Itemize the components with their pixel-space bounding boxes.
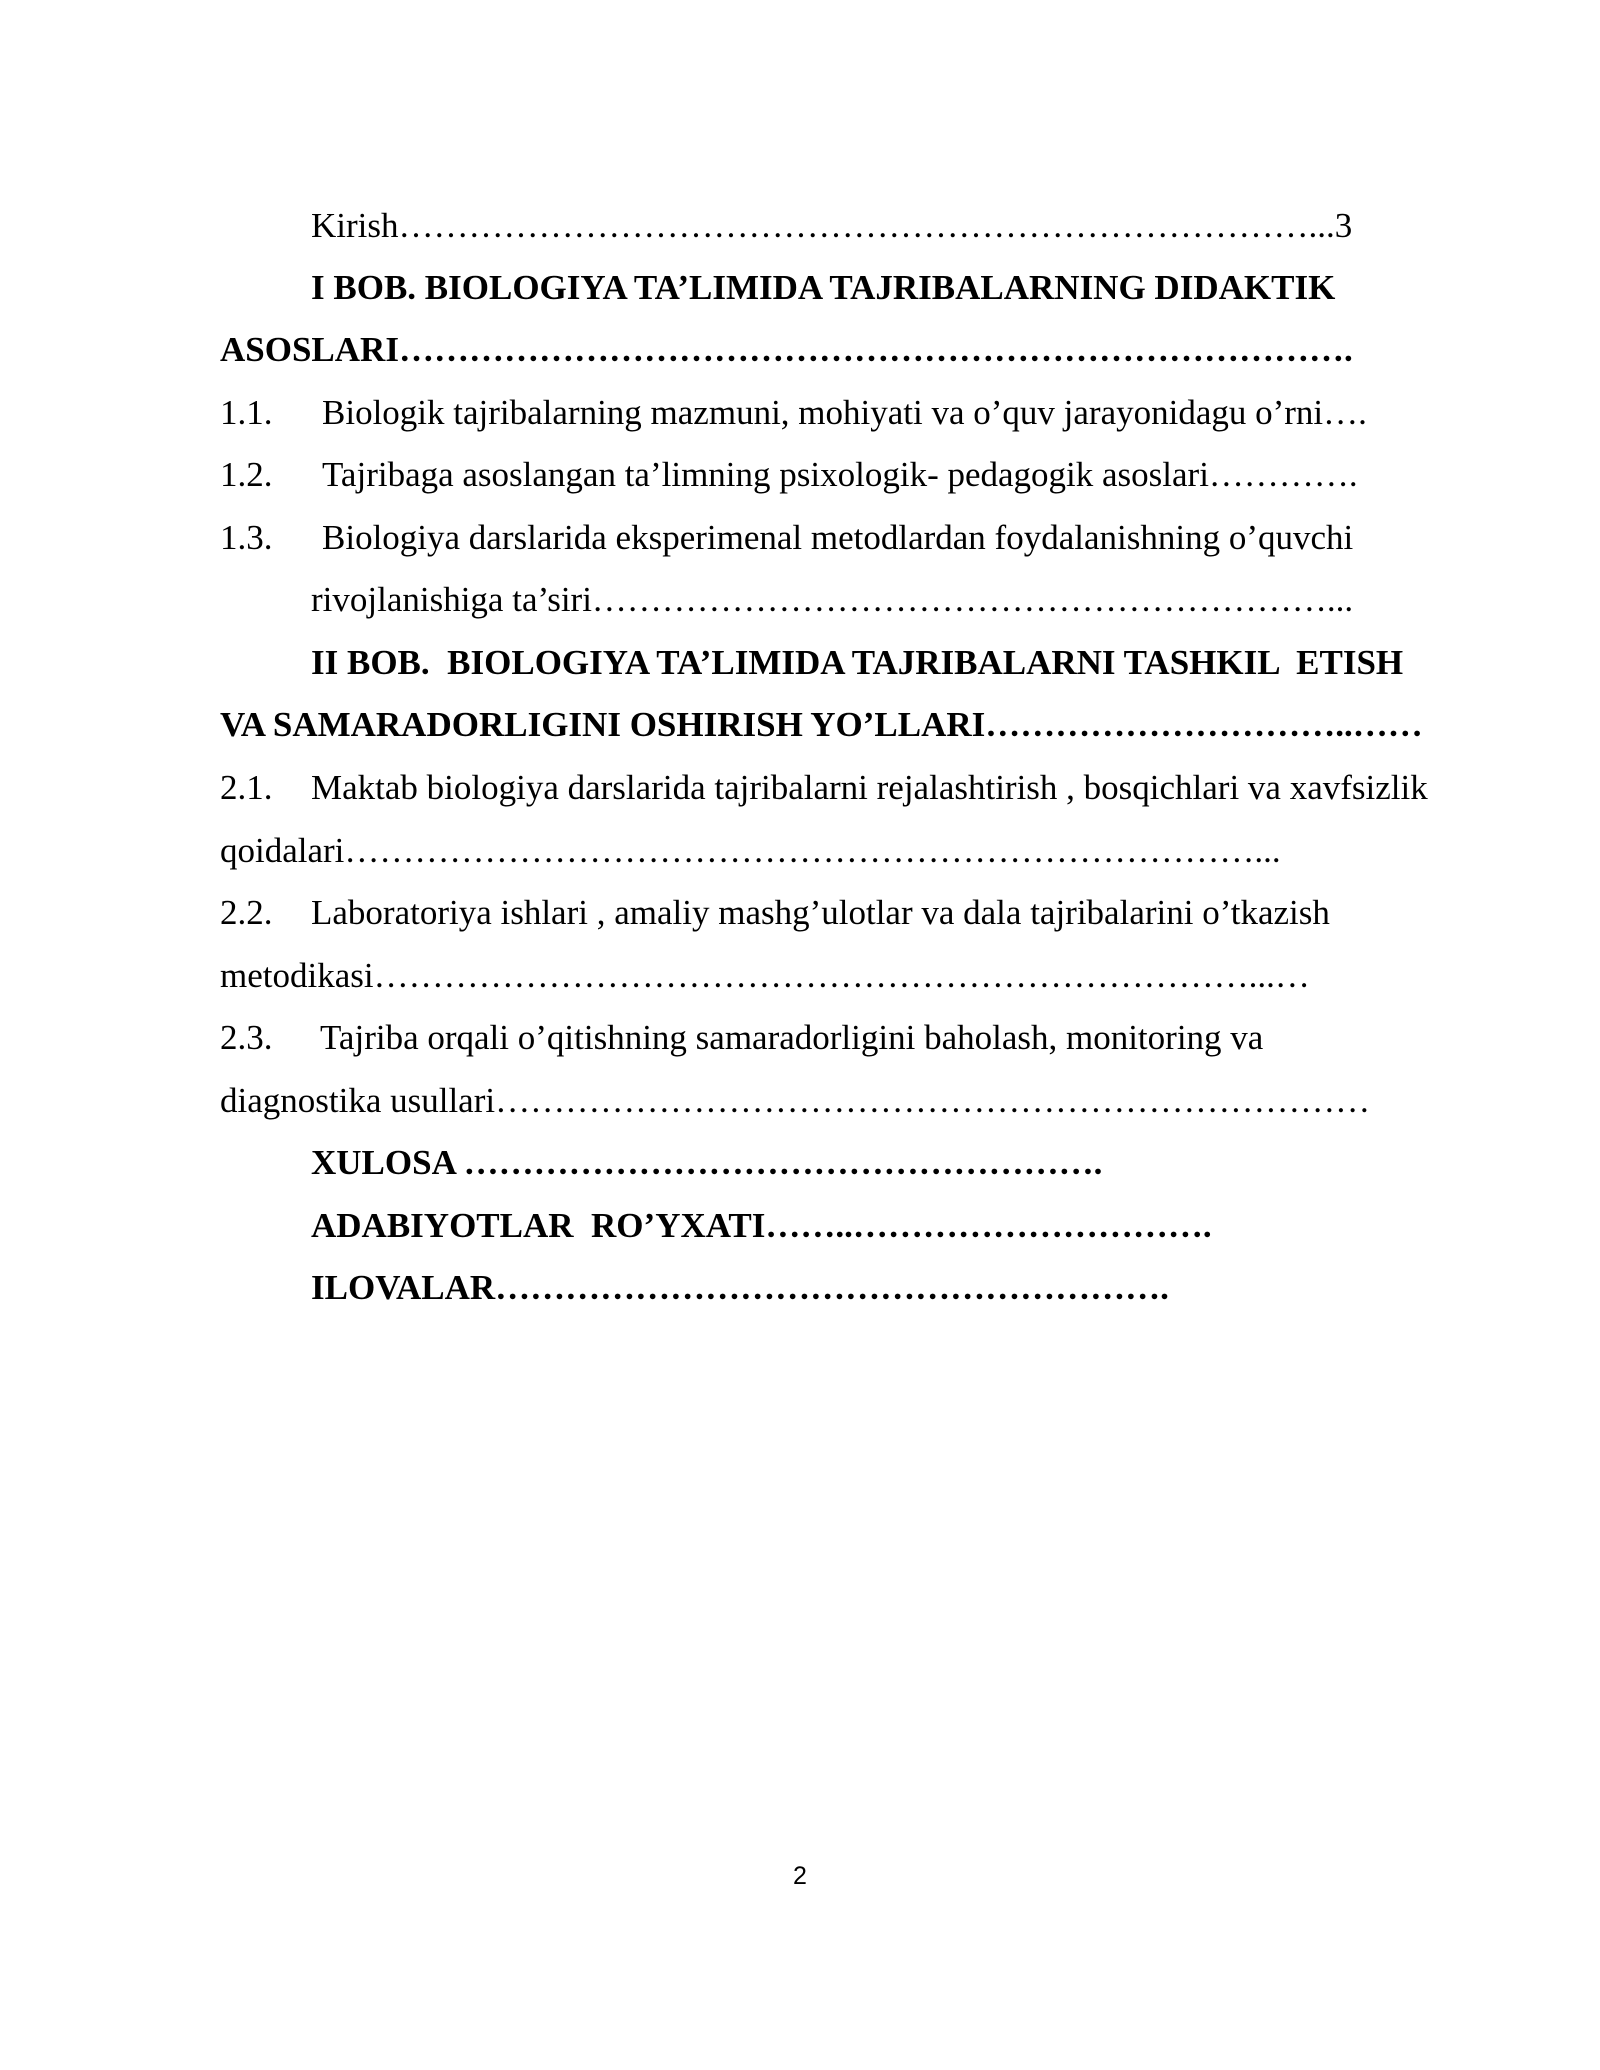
toc-item-2-3: Tajriba orqali o’qitishning samaradorligini baholash, monitoring va (320, 1018, 1264, 1057)
toc-item-number: 2.3. (220, 1018, 273, 1057)
toc-item-number: 1.1. (220, 393, 273, 432)
toc-entry-ilovalar: ILOVALAR…………………………………………………. (311, 1268, 1169, 1307)
toc-chapter-1-title: I BOB. BIOLOGIYA TA’LIMIDA TAJRIBALARNING DIDAKTIK (311, 268, 1336, 307)
toc-chapter-1-title-cont: ASOSLARI………………………………………………………………………. (220, 330, 1353, 369)
toc-entry-adabiyotlar: ADABIYOTLAR RO’YXATI……..…………………………. (311, 1206, 1212, 1245)
toc-item-1-1: Biologik tajribalarning mazmuni, mohiyati va o’quv jarayonidagu o’rni…. (322, 393, 1367, 432)
toc-chapter-2-title: II BOB. BIOLOGIYA TA’LIMIDA TAJRIBALARNI TASHKIL ETISH (311, 643, 1404, 682)
toc-item-number: 2.1. (220, 768, 273, 807)
toc-item-1-3-cont: rivojlanishiga ta’siri………………………………………………………... (311, 580, 1354, 619)
toc-item-1-3: Biologiya darslarida eksperimenal metodlardan foydalanishning o’quvchi (322, 518, 1354, 557)
toc-item-2-2-cont: metodikasi…………………………………………………………………...… (220, 956, 1310, 995)
toc-item-number: 1.2. (220, 455, 273, 494)
toc-entry-xulosa: XULOSA ………………………………………………. (311, 1143, 1103, 1182)
toc-item-1-2: Tajribaga asoslangan ta’limning psixologik- pedagogik asoslari…………. (322, 455, 1358, 494)
toc-item-number: 2.2. (220, 893, 273, 932)
toc-item-2-2: Laboratoriya ishlari , amaliy mashg’ulotlar va dala tajribalarini o’tkazish (311, 893, 1330, 932)
toc-item-2-3-cont: diagnostika usullari………………………………………………………………… (220, 1081, 1371, 1120)
toc-entry-kirish: Kirish……………………………………………………………………...3 (311, 206, 1353, 245)
toc-item-number: 1.3. (220, 518, 273, 557)
toc-chapter-2-title-cont: VA SAMARADORLIGINI OSHIRISH YO’LLARI…………………………..…… (220, 705, 1423, 744)
toc-item-2-1-cont: qoidalari……………………………………………………………………... (220, 831, 1281, 870)
toc-item-2-1: Maktab biologiya darslarida tajribalarni rejalashtirish , bosqichlari va xavfsizlik (311, 768, 1428, 807)
page-number: 2 (793, 1862, 807, 1890)
